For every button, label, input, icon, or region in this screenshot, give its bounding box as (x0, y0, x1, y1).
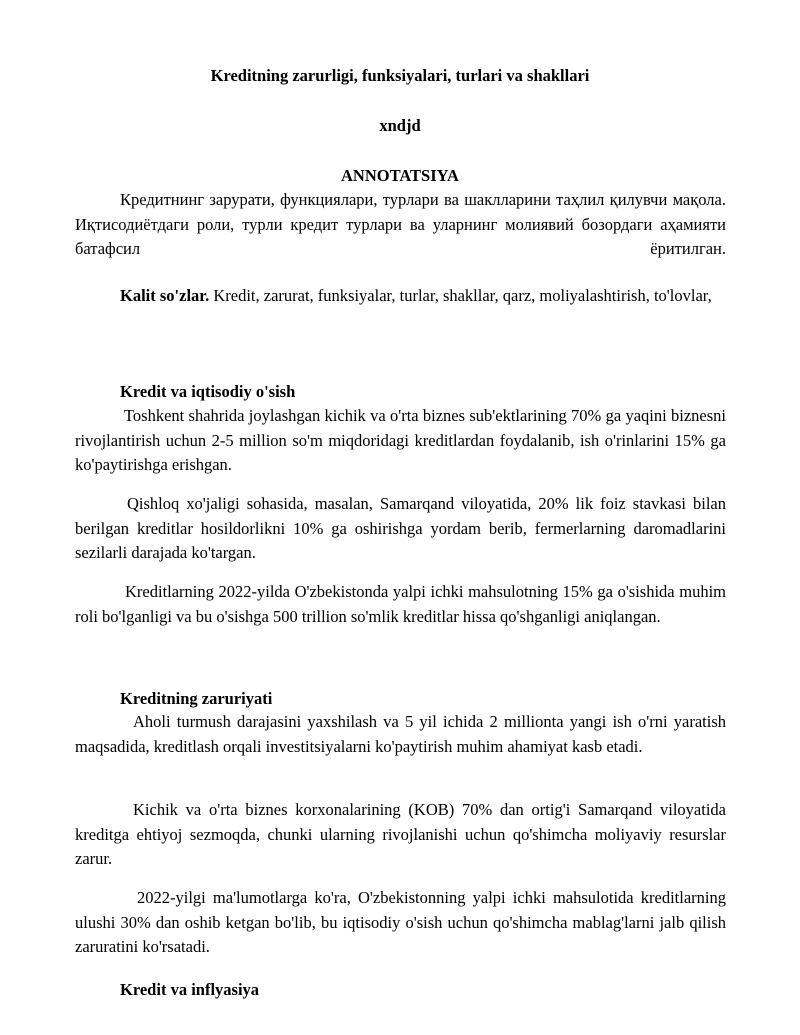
keywords-text: Kredit, zarurat, funksiyalar, turlar, shakllar, qarz, moliyalashtirish, to'lovlar, (209, 286, 712, 305)
annotation-text: Кредитнинг зарурати, функциялари, турлари ва шаклларини таҳлил қилувчи мақола. Иқтисодиётдаги роли, турли кредит турлари ва уларнинг молиявий бозордаги аҳамияти батафсил ёритилган. (75, 190, 726, 258)
section-paragraph: Aholi turmush darajasini yaxshilash va 5 yil ichida 2 millionta yangi ish o'rni yaratish maqsadida, kreditlash orqali investitsiyalarni ko'paytirish muhim ahamiyat kasb etadi. (75, 712, 726, 756)
keywords-paragraph (75, 284, 726, 309)
section-paragraph: Kichik va o'rta biznes korxonalarining (KOB) 70% dan ortig'i Samarqand viloyatida kreditga ehtiyoj sezmoqda, chunki ularning rivojlanishi uchun qo'shimcha moliyaviy resurslar zarur. (75, 800, 726, 868)
section-heading: Kreditning zaruriyati (120, 689, 273, 708)
section-heading: Kredit va inflyasiya (120, 980, 260, 999)
section-paragraph: Kreditlarning 2022-yilda O'zbekistonda yalpi ichki mahsulotning 15% ga o'sishida muhim roli bo'lganligi va bu o'sishga 500 trillion so'mlik kreditlar hissa qo'shganligi aniqlangan. (75, 582, 726, 626)
author-name: xndjd (379, 116, 421, 135)
section-paragraph: Toshkent shahrida joylashgan kichik va o'rta biznes sub'ektlarining 70% ga yaqini biznesni rivojlantirish uchun 2-5 million so'm miqdoridagi kreditlardan foydalanib, ish o'rinlarini 15% ga ko'paytirishga erishgan. (75, 406, 726, 474)
annotation-heading: ANNOTATSIYA (341, 166, 459, 185)
section-heading: Kredit va iqtisodiy o'sish (120, 382, 296, 401)
section-paragraph: 2022-yilgi ma'lumotlarga ko'ra, O'zbekistonning yalpi ichki mahsulotida kreditlarning ulushi 30% dan oshib ketgan bo'lib, bu iqtisodiy o'sish uchun qo'shimcha mablag'larni jalb qilish zaruratini ko'rsatadi. (75, 888, 726, 956)
keywords-label: Kalit so'zlar. (120, 286, 210, 305)
document-title: Kreditning zarurligi, funksiyalari, turlari va shakllari (210, 66, 590, 85)
section-paragraph: Qishloq xo'jaligi sohasida, masalan, Samarqand viloyatida, 20% lik foiz stavkasi bilan berilgan kreditlar hosildorlikni 10% ga oshirishga yordam berib, fermerlarning daromadlarini sezilarli darajada ko'targan. (75, 494, 726, 562)
